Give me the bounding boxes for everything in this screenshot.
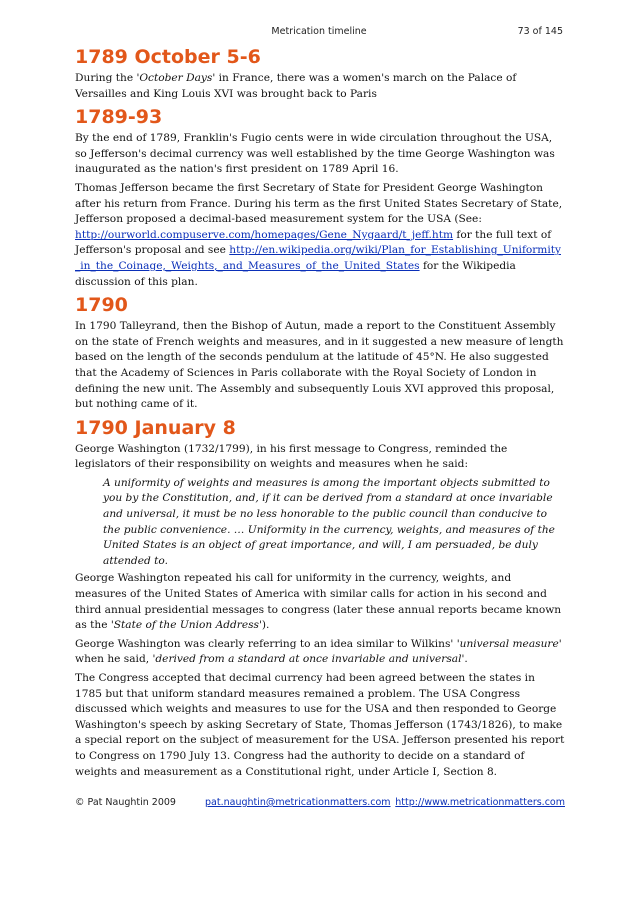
paragraph: In 1790 Talleyrand, then the Bishop of Autun, made a report to the Constituent Assembly on the state of French weights and measures, and in it suggested a new measure of length based on the length of the seconds pendulum at the latitude of 45°N. He also suggested that the Academy of Sciences in Paris collaborate with the Royal Society of London in defining the new unit. The Assembly and subsequently Louis XVI approved this proposal, but nothing came of it.	[75, 320, 564, 411]
washington-quote: A uniformity of weights and measures is among the important objects submitted to you by the Constitution, and, if it can be derived from a standard at once invariable and universal, it must be no less honorable to the public council than conducive to the public convenience. … Uniformity in the currency, weights, and measures of the United States is an object of great importance, and will, I am persuaded, be duly attended to.	[103, 476, 555, 567]
paragraph	[75, 571, 565, 633]
text-run: ').	[259, 619, 270, 632]
paragraph: The Congress accepted that decimal currency had been agreed between the states in 1785 but that uniform standard measures remained a problem. The USA Congress discussed which weights and measures to use for the USA and then responded to George Washington's speech by asking Secretary of State, Thomas Jefferson (1743/1826), to make a special report on the subject of measurement for the USA. Jefferson presented his report to Congress on 1790 July 13. Congress had the authority to decide on a standard of weights and measurement as a Constitutional right, under Article I, Section 8.	[75, 672, 565, 778]
emphasis: October Days	[139, 72, 213, 84]
text-run: for the Wikipedia discussion of this plan.	[75, 259, 516, 288]
section-heading: 1790	[75, 294, 128, 317]
paragraph	[75, 181, 565, 290]
text-run: Thomas Jefferson became the first Secretary of State for President George Washington after his return from France. During his term as the first United States Secretary of State, Jefferson proposed a decimal-based measurement system for the USA (See:	[75, 181, 563, 226]
email-link[interactable]: pat.naughtin@metricationmatters.com	[205, 797, 391, 808]
compuserve-link[interactable]: http://ourworld.compuserve.com/homepages/Gene_Nygaard/t_jeff.htm	[75, 228, 454, 241]
paragraph	[75, 71, 565, 102]
text-run: George Washington was clearly referring to an idea similar to Wilkins' '	[75, 637, 460, 650]
section-heading: 1789 October 5-6	[75, 46, 261, 68]
emphasis: derived from a standard at once invariable and universal	[155, 653, 462, 666]
page-header	[0, 26, 638, 40]
emphasis: State of the Union Address	[113, 619, 259, 632]
website-link[interactable]: http://www.metricationmatters.com	[395, 797, 565, 808]
page-number: 73 of 145	[517, 26, 563, 37]
text-run: George Washington repeated his call for uniformity in the currency, weights, and measures of the United States of America with similar calls for action in his second and third annual presidential messages to congress (later these annual reports became known as the '	[75, 572, 562, 632]
document-title: Metrication timeline	[271, 26, 367, 37]
wikipedia-link[interactable]: http://en.wikipedia.org/wiki/Plan_for_Establishing_Uniformity_in_the_Coinage,_Weights,_and_Measures_of_the_United_States	[75, 244, 561, 272]
text-run: ' when he said, '	[75, 637, 562, 666]
text-run: ' in France, there was a women's march on the Palace of Versailles and King Louis XVI was brought back to Paris	[75, 72, 517, 100]
section-heading: 1789-93	[75, 106, 163, 129]
paragraph: George Washington (1732/1799), in his first message to Congress, reminded the legislators of their responsibility on weights and measures when he said:	[75, 442, 508, 471]
page-content	[75, 44, 565, 783]
paragraph	[75, 637, 565, 668]
emphasis: universal measure	[459, 637, 559, 650]
text-run: for the full text of Jefferson's proposal and see	[75, 228, 552, 257]
text-run: During the '	[75, 72, 140, 84]
section-heading: 1790 January 8	[75, 416, 236, 439]
copyright: © Pat Naughtin 2009	[75, 797, 176, 808]
text-run: '.	[461, 653, 468, 666]
paragraph: By the end of 1789, Franklin's Fugio cents were in wide circulation throughout the USA, so Jefferson's decimal currency was well established by the time George Washington was inaugurated as the nation's first president on 1789 April 16.	[75, 132, 555, 176]
